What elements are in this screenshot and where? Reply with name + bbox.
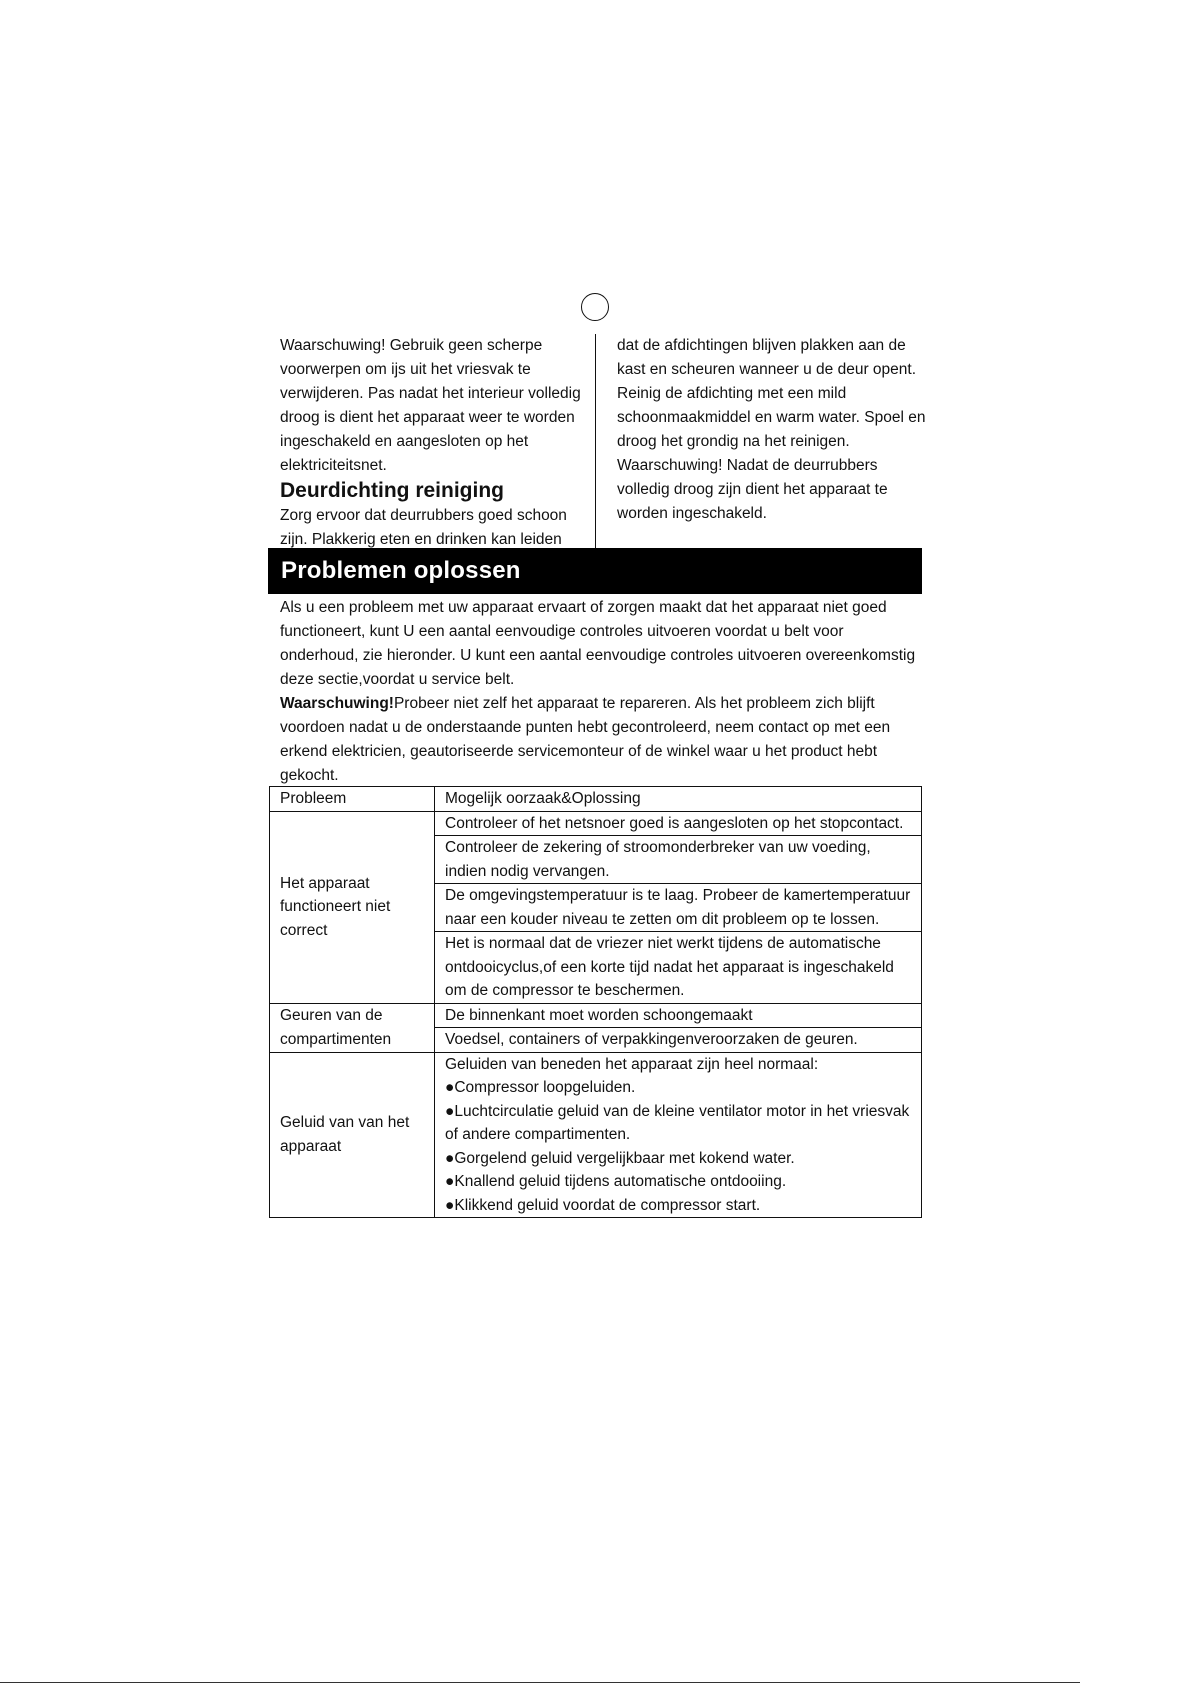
noise-bullet: ●Knallend geluid tijdens automatische ontdooiing. [445,1173,787,1190]
noise-intro: Geluiden van beneden het apparaat zijn heel normaal: [445,1055,819,1073]
solution-cell: De omgevingstemperatuur is te laag. Probeer de kamertemperatuur naar een kouder niveau te zetten om dit probleem op te lossen. [435,884,922,932]
section-banner [268,548,922,594]
table-row [270,1003,922,1028]
noise-bullet: ●Gorgelend geluid vergelijkbaar met kokend water. [445,1149,795,1167]
solution-cell: Het is normaal dat de vriezer niet werkt tijdens de automatische ontdooicyclus,of een korte tijd nadat het apparaat is ingeschakeld om de compressor te beschermen. [435,932,922,1004]
solution-cell: Voedsel, containers of verpakkingenveroorzaken de geuren. [435,1028,922,1053]
table-row [270,1052,922,1218]
problem-cell: Geluid van van het apparaat [270,1052,435,1218]
noise-bullet: ●Compressor loopgeluiden. [445,1079,636,1096]
left-paragraph-warning: Waarschuwing! Gebruik geen scherpe voorwerpen om ijs uit het vriesvak te verwijderen. Pas nadat het interieur volledig droog is dient het apparaat weer te worden ingeschakeld en aangesloten op het elektriciteitsnet. [280,337,581,474]
problem-cell: Geuren van de compartimenten [270,1003,435,1052]
header-solution: Mogelijk oorzaak&Oplossing [435,787,922,812]
solution-cell: Controleer of het netsnoer goed is aangesloten op het stopcontact. [435,811,922,836]
section-title: Problemen oplossen [281,557,521,584]
door-seal-heading: Deurdichting reiniging [280,479,504,502]
table-header-row [270,787,922,812]
two-column-section [280,334,926,548]
right-paragraph-door-seal: dat de afdichtingen blijven plakken aan de kast en scheuren wanneer u de deur opent. Reinig de afdichting met een mild schoonmaakmiddel en warm water. Spoel en droog het grondig na het reinigen. Waarschuwing! Nadat de deurrubbers volledig droog zijn dient het apparaat te worden ingeschakeld. [617,337,926,522]
right-column [617,334,927,526]
table-row [270,811,922,836]
header-problem: Probleem [270,787,435,812]
warning-paragraph [280,692,920,788]
solution-cell: De binnenkant moet worden schoongemaakt [435,1003,922,1028]
page-number-circle [581,293,609,321]
warning-label: Waarschuwing! [280,695,394,712]
noise-bullet: ●Klikkend geluid voordat de compressor start. [445,1196,761,1214]
left-paragraph-door-seal: Zorg ervoor dat deurrubbers goed schoon zijn. Plakkerig eten en drinken kan leiden [280,507,567,548]
warning-text: Probeer niet zelf het apparaat te repareren. Als het probleem zich blijft voordoen nadat u de onderstaande punten hebt gecontroleerd, neem contact op met een erkend elektricien, geautoriseerde servicemonteur of de winkel waar u het product hebt gekocht. [280,695,891,784]
left-column [280,334,590,552]
footer-rule [0,1682,1080,1683]
troubleshooting-intro [280,596,920,788]
noise-bullet: ●Luchtcirculatie geluid van de kleine ventilator motor in het vriesvak of andere compartimenten. [445,1102,910,1143]
troubleshooting-table [269,786,922,1218]
column-divider [595,334,596,548]
solution-cell: Controleer de zekering of stroomonderbreker van uw voeding, indien nodig vervangen. [435,836,922,884]
solution-cell [435,1052,922,1218]
problem-cell: Het apparaat functioneert niet correct [270,811,435,1003]
intro-paragraph: Als u een probleem met uw apparaat ervaart of zorgen maakt dat het apparaat niet goed functioneert, kunt U een aantal eenvoudige controles uitvoeren voordat u belt voor onderhoud, zie hieronder. U kunt een aantal eenvoudige controles uitvoeren overeenkomstig deze sectie,voordat u service belt. [280,599,916,688]
